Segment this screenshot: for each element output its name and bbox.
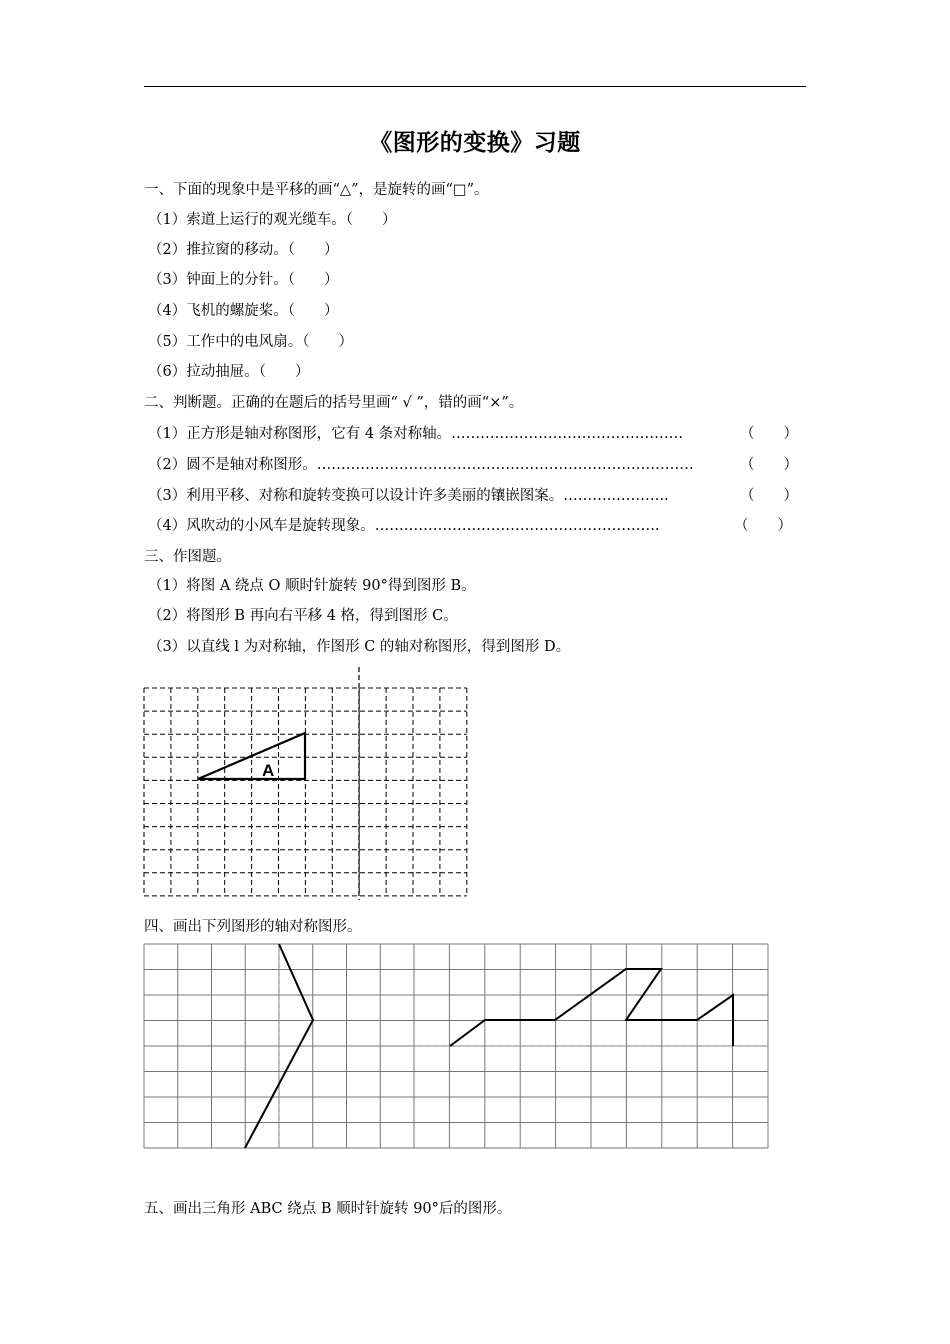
section4-heading: 四、画出下列图形的轴对称图形。: [144, 919, 362, 935]
section1-heading: 一、下面的现象中是平移的画“△”，是旋转的画“□”。: [144, 182, 489, 198]
section1-item-4: （4）飞机的螺旋桨。（ ）: [148, 303, 339, 319]
section1-item-2: （2）推拉窗的移动。（ ）: [148, 242, 339, 258]
section2-answer-paren-1[interactable]: （ ）: [740, 426, 798, 442]
section1-item-1: （1）索道上运行的观光缆车。（ ）: [148, 212, 397, 228]
section1-item-3: （3）钟面上的分针。（ ）: [148, 272, 339, 288]
section2-item-3: （3）利用平移、对称和旋转变换可以设计许多美丽的镶嵌图案。………..………..: [148, 488, 669, 504]
section3-item-1: （1）将图 A 绕点 O 顺时针旋转 90°得到图形 B。: [148, 578, 476, 594]
left-grid-lines: [144, 944, 414, 1148]
triangle-a-label: A: [262, 761, 275, 780]
section2-item-4: （4）风吹动的小风车是旋转现象。…………………………………………………..: [148, 518, 660, 534]
section1-item-5: （5）工作中的电风扇。（ ）: [148, 334, 353, 350]
section5-heading: 五、画出三角形 ABC 绕点 B 顺时针旋转 90°后的图形。: [144, 1201, 512, 1217]
section2-answer-paren-2[interactable]: （ ）: [740, 457, 798, 473]
section2-answer-paren-4[interactable]: （ ）: [734, 518, 792, 534]
section1-item-6: （6）拉动抽屉。（ ）: [148, 364, 310, 380]
section3-item-3: （3）以直线 l 为对称轴，作图形 C 的轴对称图形，得到图形 D。: [148, 639, 571, 655]
section3-heading: 三、作图题。: [144, 549, 231, 565]
section2-heading: 二、判断题。正确的在题后的括号里画“ √ ”，错的画“×”。: [144, 395, 524, 411]
section2-item-2: （2）圆不是轴对称图形。……………………………………………………………………: [148, 457, 694, 473]
section2-item-1: （1）正方形是轴对称图形，它有 4 条对称轴。…………………………………………: [148, 426, 684, 442]
section2-answer-paren-3[interactable]: （ ）: [740, 488, 798, 504]
section3-item-2: （2）将图形 B 再向右平移 4 格，得到图形 C。: [148, 608, 458, 624]
page-title: 《图形的变换》习题: [369, 129, 581, 156]
